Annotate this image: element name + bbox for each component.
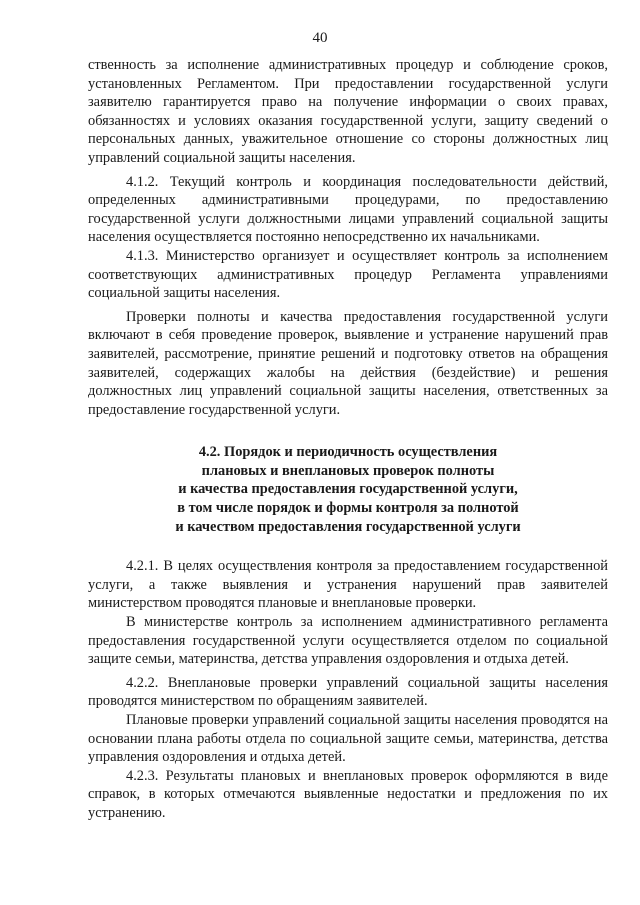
heading-line: и качеством предоставления государственной услуги: [175, 518, 521, 535]
heading-line: 4.2. Порядок и периодичность осуществления: [198, 444, 498, 461]
page-number: 40: [312, 30, 328, 46]
paragraph-checks: Проверки полноты и качества предоставления государственной услуги включают в себя проведение проверок, выявление и устранение нарушений прав заявителей, рассмотрение, принятие решений и подготовку ответов на обращения заявителей, содержащих жалобы на действия (бездействие) и решения должностных лиц управлений социальной защиты населения, ответственных за предоставление государственной услуги.: [88, 308, 608, 418]
paragraph-ministry-control: В министерстве контроль за исполнением административного регламента предоставления государственной услуги осуществляется отделом по социальной защите семьи, материнства, детства управления оздоровления и отдыха детей.: [88, 614, 608, 668]
heading-line: в том числе порядок и формы контроля за полнотой: [177, 500, 519, 517]
paragraph-4-2-2: 4.2.2. Внеплановые проверки управлений социальной защиты населения проводятся министерством по обращениям заявителей.: [88, 674, 608, 710]
paragraph-4-2-3: 4.2.3. Результаты плановых и внеплановых проверок оформляются в виде справок, в которых отмечаются выявленные недостатки и предложения по их устранению.: [88, 767, 608, 821]
document-body: [88, 56, 608, 823]
paragraph-4-1-2: 4.1.2. Текущий контроль и координация последовательности действий, определенных административными процедурами, по предоставлению государственной услуги должностными лицами управлений социальной защиты населения осуществляется постоянно непосредственно их начальниками.: [88, 173, 608, 246]
paragraph-4-1-3: 4.1.3. Министерство организует и осуществляет контроль за исполнением соответствующих административных процедур Регламента управлениями социальной защиты населения.: [88, 247, 608, 302]
paragraph-planned-checks: Плановые проверки управлений социальной защиты населения проводятся на основании плана работы отдела по социальной защите семьи, материнства, детства управления оздоровления и отдыха детей.: [88, 712, 608, 766]
paragraph-4-2-1: 4.2.1. В целях осуществления контроля за предоставлением государственной услуги, а также выявления и устранения нарушений прав заявителей министерством проводятся плановые и внеплановые проверки.: [88, 558, 608, 612]
heading-line: плановых и внеплановых проверок полноты: [201, 462, 495, 479]
section-heading-4-2: [88, 443, 608, 536]
heading-line: и качества предоставления государственной услуги,: [178, 481, 518, 498]
paragraph-top-1: ственность за исполнение административных процедур и соблюдение сроков, установленных Регламентом. При предоставлении государственной услуги заявителю гарантируется право на получение информации о своих правах, обязанностях и условиях оказания государственной услуги, защиту сведений о персональных данных, уважительное отношение со стороны должностных лиц управлений социальной защиты населения.: [88, 57, 608, 166]
